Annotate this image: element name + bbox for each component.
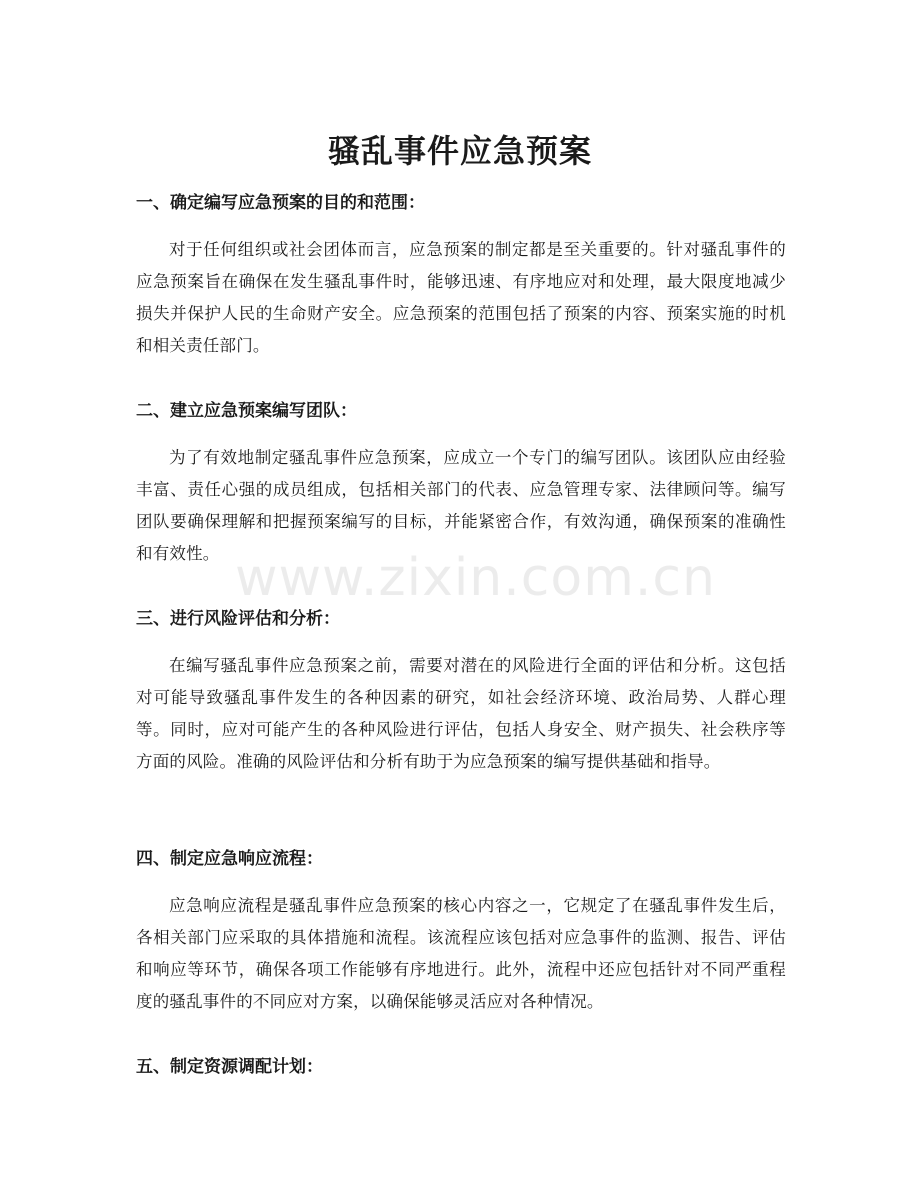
section-response-process <box>136 846 786 1018</box>
section-heading: 三、进行风险评估和分析： <box>136 609 340 629</box>
section-purpose-scope <box>136 190 786 362</box>
section-paragraph: 应急响应流程是骚乱事件应急预案的核心内容之一，它规定了在骚乱事件发生后，各相关部门应采取的具体措施和流程。该流程应该包括对应急事件的监测、报告、评估和响应等环节，确保各项工作能够有序地进行。此外，流程中还应包括针对不同严重程度的骚乱事件的不同应对方案，以确保能够灵活应对各种情况。 <box>136 896 786 1011</box>
section-paragraph: 在编写骚乱事件应急预案之前，需要对潜在的风险进行全面的评估和分析。这包括对可能导致骚乱事件发生的各种因素的研究，如社会经济环境、政治局势、人群心理等。同时，应对可能产生的各种风险进行评估，包括人身安全、财产损失、社会秩序等方面的风险。准确的风险评估和分析有助于为应急预案的编写提供基础和指导。 <box>136 656 786 771</box>
section-resource-plan <box>136 1054 786 1080</box>
section-heading: 二、建立应急预案编写团队： <box>136 401 357 421</box>
section-heading: 五、制定资源调配计划： <box>136 1057 323 1077</box>
section-paragraph: 为了有效地制定骚乱事件应急预案，应成立一个专门的编写团队。该团队应由经验丰富、责任心强的成员组成，包括相关部门的代表、应急管理专家、法律顾问等。编写团队要确保理解和把握预案编写的目标，并能紧密合作，有效沟通，确保预案的准确性和有效性。 <box>136 448 786 563</box>
watermark: www.zixin.com.cn <box>235 548 716 608</box>
section-heading: 四、制定应急响应流程： <box>136 849 323 869</box>
section-paragraph: 对于任何组织或社会团体而言，应急预案的制定都是至关重要的。针对骚乱事件的应急预案旨在确保在发生骚乱事件时，能够迅速、有序地应对和处理，最大限度地减少损失并保护人民的生命财产安全。应急预案的范围包括了预案的内容、预案实施的时机和相关责任部门。 <box>136 240 786 355</box>
section-risk-assessment <box>136 606 786 778</box>
section-heading: 一、确定编写应急预案的目的和范围： <box>136 193 425 213</box>
section-team <box>136 398 786 570</box>
document-title: 骚乱事件应急预案 <box>327 132 592 171</box>
